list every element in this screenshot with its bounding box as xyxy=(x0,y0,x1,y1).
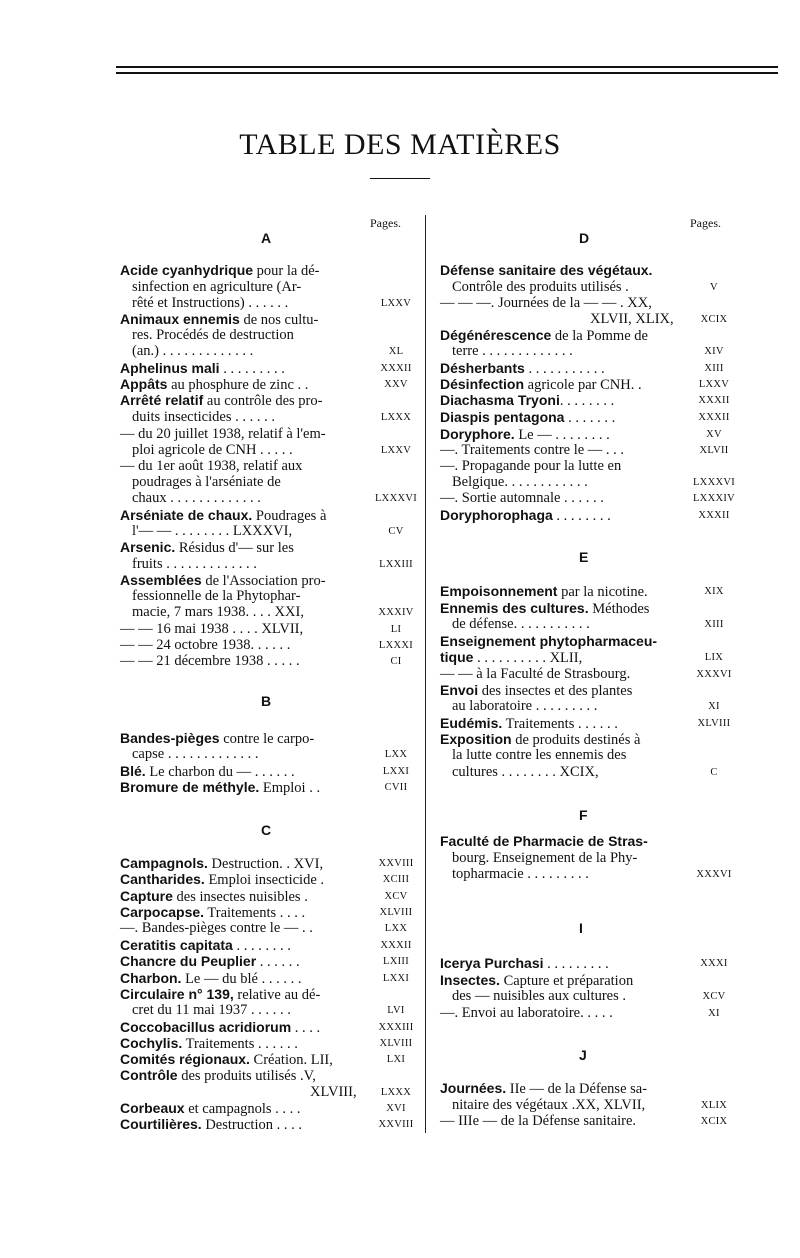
entry-keyword: Aphelinus mali xyxy=(120,360,220,376)
index-entry xyxy=(120,376,308,393)
entry-keyword: Capture xyxy=(120,888,173,904)
entry-text: Traitements . . . . xyxy=(204,905,306,921)
section-letter: B xyxy=(261,693,272,709)
entry-text: Le charbon du — . . . . . . xyxy=(145,764,295,780)
page-number: XV xyxy=(706,429,722,440)
page-number: LXXV xyxy=(380,445,412,456)
page-number: XI xyxy=(708,701,720,712)
index-entry xyxy=(452,343,573,359)
index-entry xyxy=(440,1113,636,1129)
index-entry xyxy=(452,474,588,490)
entry-text: de produits destinés à xyxy=(511,732,641,748)
index-entry xyxy=(310,1084,357,1100)
entry-text: duits insecticides . . . . . . xyxy=(132,409,275,425)
entry-keyword: Doryphore. xyxy=(440,426,515,442)
index-entry xyxy=(120,572,326,589)
index-entry xyxy=(132,1002,291,1018)
entry-text: Capture et préparation xyxy=(499,973,634,989)
index-entry xyxy=(440,649,582,666)
entry-text: contre le carpo- xyxy=(219,731,315,747)
page-number: LXXXIV xyxy=(692,493,736,504)
entry-text: des insectes nuisibles . xyxy=(172,889,308,905)
entry-text: — du 20 juillet 1938, relatif à l'em- xyxy=(120,426,326,442)
page-number: XL xyxy=(388,346,404,357)
entry-text: terre . . . . . . . . . . . . . xyxy=(452,343,573,359)
entry-text: des produits utilisés .V, xyxy=(177,1068,316,1084)
entry-text: XLVII, XLIX, xyxy=(590,311,674,327)
title-underline xyxy=(370,178,430,179)
entry-text: de l'Association pro- xyxy=(201,573,326,589)
entry-text: Belgique. . . . . . . . . . . . xyxy=(452,474,588,490)
index-entry xyxy=(132,295,288,311)
entry-text: — — —. Journées de la — — . XX, xyxy=(440,295,652,311)
index-entry xyxy=(120,763,295,780)
index-entry xyxy=(440,360,605,377)
page-number: XXXVI xyxy=(696,869,732,880)
entry-text: —. Envoi au laboratoire. . . . . xyxy=(440,1005,613,1021)
page-number: XLVIII xyxy=(379,907,413,918)
top-rule-1 xyxy=(116,66,778,68)
page-number: XXXII xyxy=(698,395,730,406)
entry-keyword: Cantharides. xyxy=(120,871,205,887)
page-number: LXI xyxy=(386,1054,406,1065)
entry-text: topharmacie . . . . . . . . . xyxy=(452,866,589,882)
entry-text: . . . . . . . . xyxy=(232,938,291,954)
entry-text: —. Bandes-pièges contre le — . . xyxy=(120,920,313,936)
entry-text: Poudrages à xyxy=(252,508,327,524)
entry-text: macie, 7 mars 1938. . . . XXI, xyxy=(132,604,304,620)
section-letter: J xyxy=(579,1047,587,1063)
entry-text: XLVIII, xyxy=(310,1084,357,1100)
entry-keyword: tique xyxy=(440,649,474,665)
page-number: XLVII xyxy=(699,445,729,456)
entry-keyword: Courtilières. xyxy=(120,1116,202,1132)
index-entry xyxy=(440,600,649,617)
index-entry xyxy=(440,376,642,393)
page-number: XXXII xyxy=(698,510,730,521)
entry-keyword: Diaspis pentagona xyxy=(440,409,565,425)
entry-text: Destruction . . . . xyxy=(201,1117,302,1133)
entry-keyword: Acide cyanhydrique xyxy=(120,262,254,278)
page-number: CI xyxy=(390,656,402,667)
entry-text: de nos cultu- xyxy=(239,312,319,328)
page-number: LXXI xyxy=(382,766,410,777)
index-entry xyxy=(440,409,615,426)
page-number: XVI xyxy=(386,1103,406,1114)
index-entry xyxy=(440,490,604,506)
index-entry xyxy=(132,746,258,762)
entry-keyword: Contrôle xyxy=(120,1067,178,1083)
index-entry xyxy=(132,523,292,539)
index-entry xyxy=(120,653,300,669)
index-entry xyxy=(120,937,291,954)
index-entry xyxy=(440,715,618,732)
entry-text: —. Propagande pour la lutte en xyxy=(440,458,622,474)
index-entry xyxy=(120,779,320,796)
entry-text: res. Procédés de destruction xyxy=(132,327,294,343)
entry-text: Résidus d'— sur les xyxy=(175,540,294,556)
index-entry xyxy=(440,442,624,458)
entry-text: IIe — de la Défense sa- xyxy=(506,1081,648,1097)
index-entry xyxy=(440,1080,647,1097)
page-title: TABLE DES MATIÈRES xyxy=(239,128,561,161)
index-entry xyxy=(452,866,589,882)
entry-keyword: Ceratitis capitata xyxy=(120,937,233,953)
index-entry xyxy=(120,539,294,556)
page-number: XLVIII xyxy=(379,1038,413,1049)
page-number: LXX xyxy=(384,749,408,760)
entry-text: — — à la Faculté de Strasbourg. xyxy=(440,666,631,682)
index-entry xyxy=(132,343,253,359)
index-entry xyxy=(452,698,597,714)
page-number: LXXXVI xyxy=(374,493,418,504)
page-number: XXXIII xyxy=(378,1022,414,1033)
index-entry xyxy=(440,633,657,650)
entry-keyword: Animaux ennemis xyxy=(120,311,240,327)
section-letter: F xyxy=(579,807,588,823)
page-number: LXXV xyxy=(380,298,412,309)
entry-text: — IIIe — de la Défense sanitaire. xyxy=(440,1113,637,1129)
index-entry xyxy=(120,637,290,653)
entry-keyword: Défense sanitaire des végétaux. xyxy=(440,262,653,278)
section-letter: D xyxy=(579,230,590,246)
entry-text: par la nicotine. xyxy=(557,584,648,600)
index-entry xyxy=(120,730,314,747)
entry-text: rêté et Instructions) . . . . . . xyxy=(132,295,289,311)
entry-text: — du 1er août 1938, relatif aux xyxy=(120,458,303,474)
entry-text: . . . . . . . . xyxy=(559,393,615,409)
index-entry xyxy=(440,833,648,850)
index-entry xyxy=(452,764,599,780)
entry-text: chaux . . . . . . . . . . . . . xyxy=(132,490,261,506)
page-number: XXXII xyxy=(380,363,412,374)
page-number: XXXII xyxy=(380,940,412,951)
entry-keyword: Carpocapse. xyxy=(120,904,205,920)
top-rule-2 xyxy=(116,72,778,74)
index-entry xyxy=(132,556,257,572)
page-number: LXXX xyxy=(380,412,412,423)
page-number: XXXIV xyxy=(378,607,414,618)
entry-text: relative au dé- xyxy=(233,987,321,1003)
index-entry xyxy=(120,426,326,442)
index-entry xyxy=(120,360,285,377)
entry-text: pour la dé- xyxy=(253,263,320,279)
entry-text: des insectes et des plantes xyxy=(478,683,633,699)
entry-text: sinfection en agriculture (Ar- xyxy=(132,279,302,295)
index-entry xyxy=(132,490,261,506)
entry-text: de la Pomme de xyxy=(551,328,648,344)
page-number: CVII xyxy=(384,782,408,793)
entry-text: . . . . . . . . . xyxy=(543,956,609,972)
entry-text: l'— — . . . . . . . . LXXXVI, xyxy=(132,523,293,539)
entry-text: cret du 11 mai 1937 . . . . . . xyxy=(132,1002,291,1018)
page-number: LXXI xyxy=(382,973,410,984)
index-entry xyxy=(452,850,637,866)
entry-keyword: Campagnols. xyxy=(120,855,208,871)
index-entry xyxy=(452,279,629,295)
index-entry xyxy=(440,426,610,443)
index-entry xyxy=(440,955,609,972)
index-entry xyxy=(120,1035,298,1052)
entry-text: bourg. Enseignement de la Phy- xyxy=(452,850,638,866)
entry-keyword: Bandes-pièges xyxy=(120,730,220,746)
page-number: LXXXI xyxy=(378,640,414,651)
index-entry xyxy=(132,474,281,490)
entry-text: Emploi . . xyxy=(259,780,321,796)
index-entry xyxy=(120,458,302,474)
page-number: LXX xyxy=(384,923,408,934)
page-number: LXIII xyxy=(383,956,409,967)
index-entry xyxy=(132,327,294,343)
entry-text: poudrages à l'arséniate de xyxy=(132,474,281,490)
page-number: XCV xyxy=(702,991,726,1002)
entry-keyword: Arséniate de chaux. xyxy=(120,507,253,523)
entry-keyword: Insectes. xyxy=(440,972,500,988)
page-number: LIX xyxy=(704,652,724,663)
pages-label-left: Pages. xyxy=(370,216,401,230)
entry-text: Le — . . . . . . . . xyxy=(514,427,610,443)
index-entry xyxy=(120,262,319,279)
page-number: XCIX xyxy=(700,1116,728,1127)
index-entry xyxy=(440,392,614,409)
page-number: LXXV xyxy=(698,379,730,390)
entry-keyword: Appâts xyxy=(120,376,168,392)
index-entry xyxy=(440,666,630,682)
page-number: LVI xyxy=(387,1005,405,1016)
page-number: C xyxy=(710,767,718,778)
index-entry xyxy=(440,682,632,699)
index-entry xyxy=(120,871,324,888)
index-entry xyxy=(120,1100,301,1117)
entry-text: la lutte contre les ennemis des xyxy=(452,747,627,763)
page-number: XXV xyxy=(384,379,408,390)
index-entry xyxy=(440,327,648,344)
page-number: CV xyxy=(388,526,404,537)
entry-keyword: Arrêté relatif xyxy=(120,392,204,408)
entry-keyword: Comités régionaux. xyxy=(120,1051,250,1067)
index-entry xyxy=(440,583,648,600)
entry-text: — — 16 mai 1938 . . . . XLVII, xyxy=(120,621,304,637)
page-number: XCIII xyxy=(382,874,410,885)
entry-keyword: Assemblées xyxy=(120,572,202,588)
index-entry xyxy=(120,1067,316,1084)
index-entry xyxy=(120,1019,320,1036)
entry-text: Emploi insecticide . xyxy=(204,872,325,888)
index-entry xyxy=(120,888,308,905)
entry-text: Contrôle des produits utilisés . xyxy=(452,279,629,295)
entry-text: au phosphure de zinc . . xyxy=(167,377,309,393)
index-entry xyxy=(440,1005,613,1021)
page-number: XIII xyxy=(704,363,724,374)
page-number: XIX xyxy=(704,586,724,597)
entry-text: de défense. . . . . . . . . . . xyxy=(452,616,590,632)
index-entry xyxy=(132,442,293,458)
entry-text: Traitements . . . . . . xyxy=(182,1036,298,1052)
entry-text: (an.) . . . . . . . . . . . . . xyxy=(132,343,254,359)
entry-keyword: Faculté de Pharmacie de Stras- xyxy=(440,833,648,849)
entry-text: au laboratoire . . . . . . . . . xyxy=(452,698,598,714)
index-entry xyxy=(452,988,626,1004)
entry-text: . . . . xyxy=(291,1020,321,1036)
section-letter: A xyxy=(261,230,272,246)
entry-text: au contrôle des pro- xyxy=(203,393,323,409)
section-letter: E xyxy=(579,549,589,565)
entry-text: agricole par CNH. . xyxy=(524,377,642,393)
index-entry xyxy=(120,392,322,409)
index-entry xyxy=(120,920,313,936)
page-number: XIII xyxy=(704,619,724,630)
index-entry xyxy=(132,588,300,604)
entry-text: fessionnelle de la Phytophar- xyxy=(132,588,301,604)
entry-text: . . . . . . . . . . XLII, xyxy=(473,650,583,666)
index-entry xyxy=(440,507,611,524)
section-letter: C xyxy=(261,822,272,838)
index-entry xyxy=(440,972,633,989)
index-entry xyxy=(132,279,301,295)
index-entry xyxy=(120,904,305,921)
index-entry xyxy=(440,262,652,279)
index-entry xyxy=(120,311,318,328)
entry-text: — — 21 décembre 1938 . . . . . xyxy=(120,653,300,669)
entry-keyword: Cochylis. xyxy=(120,1035,183,1051)
page-number: LXXIII xyxy=(379,559,413,570)
entry-keyword: Désherbants xyxy=(440,360,525,376)
entry-text: des — nuisibles aux cultures . xyxy=(452,988,626,1004)
entry-keyword: Doryphorophaga xyxy=(440,507,553,523)
page-number: XXXII xyxy=(698,412,730,423)
index-entry xyxy=(120,1051,333,1068)
index-entry xyxy=(452,616,590,632)
page-number: XIV xyxy=(704,346,724,357)
index-entry xyxy=(452,747,626,763)
entry-keyword: Enseignement phytopharmaceu- xyxy=(440,633,658,649)
entry-text: . . . . . . . . . xyxy=(219,361,285,377)
entry-keyword: Blé. xyxy=(120,763,146,779)
entry-keyword: Dégénérescence xyxy=(440,327,552,343)
entry-text: nitaire des végétaux .XX, XLVII, xyxy=(452,1097,646,1113)
index-entry xyxy=(132,604,304,620)
page-number: V xyxy=(710,282,718,293)
entry-text: Méthodes xyxy=(588,601,650,617)
page-number: XCIX xyxy=(700,314,728,325)
pages-label-right: Pages. xyxy=(690,216,721,230)
index-entry xyxy=(120,507,326,524)
index-entry xyxy=(440,731,640,748)
entry-text: cultures . . . . . . . . XCIX, xyxy=(452,764,599,780)
entry-text: et campagnols . . . . xyxy=(184,1101,301,1117)
index-entry xyxy=(120,986,320,1003)
entry-text: . . . . . . xyxy=(256,954,300,970)
index-entry xyxy=(452,1097,645,1113)
entry-text: Création. LII, xyxy=(249,1052,333,1068)
index-entry xyxy=(120,855,323,872)
index-entry xyxy=(120,970,301,987)
entry-text: Traitements . . . . . . xyxy=(502,716,618,732)
page-number: XXVIII xyxy=(378,1119,414,1130)
page-number: XLVIII xyxy=(697,718,731,729)
entry-keyword: Eudémis. xyxy=(440,715,503,731)
section-letter: I xyxy=(579,920,583,936)
entry-keyword: Arsenic. xyxy=(120,539,176,555)
entry-keyword: Icerya Purchasi xyxy=(440,955,544,971)
page-number: XXXI xyxy=(700,958,728,969)
index-entry xyxy=(440,458,621,474)
page-number: LXXX xyxy=(380,1087,412,1098)
entry-text: fruits . . . . . . . . . . . . . xyxy=(132,556,257,572)
entry-text: — — 24 octobre 1938. . . . . . xyxy=(120,637,291,653)
index-entry xyxy=(120,1116,302,1133)
entry-keyword: Bromure de méthyle. xyxy=(120,779,260,795)
entry-text: . . . . . . . xyxy=(564,410,616,426)
entry-keyword: Diachasma Tryoni xyxy=(440,392,560,408)
entry-keyword: Désinfection xyxy=(440,376,525,392)
index-entry xyxy=(440,295,652,311)
entry-keyword: Coccobacillus acridiorum xyxy=(120,1019,292,1035)
page-number: XLIX xyxy=(700,1100,728,1111)
entry-text: —. Traitements contre le — . . . xyxy=(440,442,625,458)
entry-keyword: Charbon. xyxy=(120,970,182,986)
entry-text: . . . . . . . . . . . xyxy=(524,361,605,377)
entry-keyword: Exposition xyxy=(440,731,512,747)
entry-keyword: Chancre du Peuplier xyxy=(120,953,257,969)
entry-keyword: Envoi xyxy=(440,682,479,698)
page-number: XCV xyxy=(384,891,408,902)
entry-text: Le — du blé . . . . . . xyxy=(181,971,302,987)
entry-text: capse . . . . . . . . . . . . . xyxy=(132,746,259,762)
entry-keyword: Empoisonnement xyxy=(440,583,558,599)
page-number: XXXVI xyxy=(696,669,732,680)
entry-text: —. Sortie automnale . . . . . . xyxy=(440,490,604,506)
page-number: LXXXVI xyxy=(692,477,736,488)
page-number: XXVIII xyxy=(378,858,414,869)
index-entry xyxy=(590,311,674,327)
index-entry xyxy=(120,953,300,970)
index-entry xyxy=(120,621,303,637)
entry-keyword: Corbeaux xyxy=(120,1100,185,1116)
page-number: XI xyxy=(708,1008,720,1019)
page-number: LI xyxy=(390,624,402,635)
entry-keyword: Journées. xyxy=(440,1080,507,1096)
index-entry xyxy=(132,409,275,425)
entry-keyword: Circulaire n° 139, xyxy=(120,986,234,1002)
entry-text: ploi agricole de CNH . . . . . xyxy=(132,442,293,458)
entry-keyword: Ennemis des cultures. xyxy=(440,600,589,616)
entry-text: . . . . . . . . xyxy=(552,508,611,524)
entry-text: Destruction. . XVI, xyxy=(207,856,324,872)
